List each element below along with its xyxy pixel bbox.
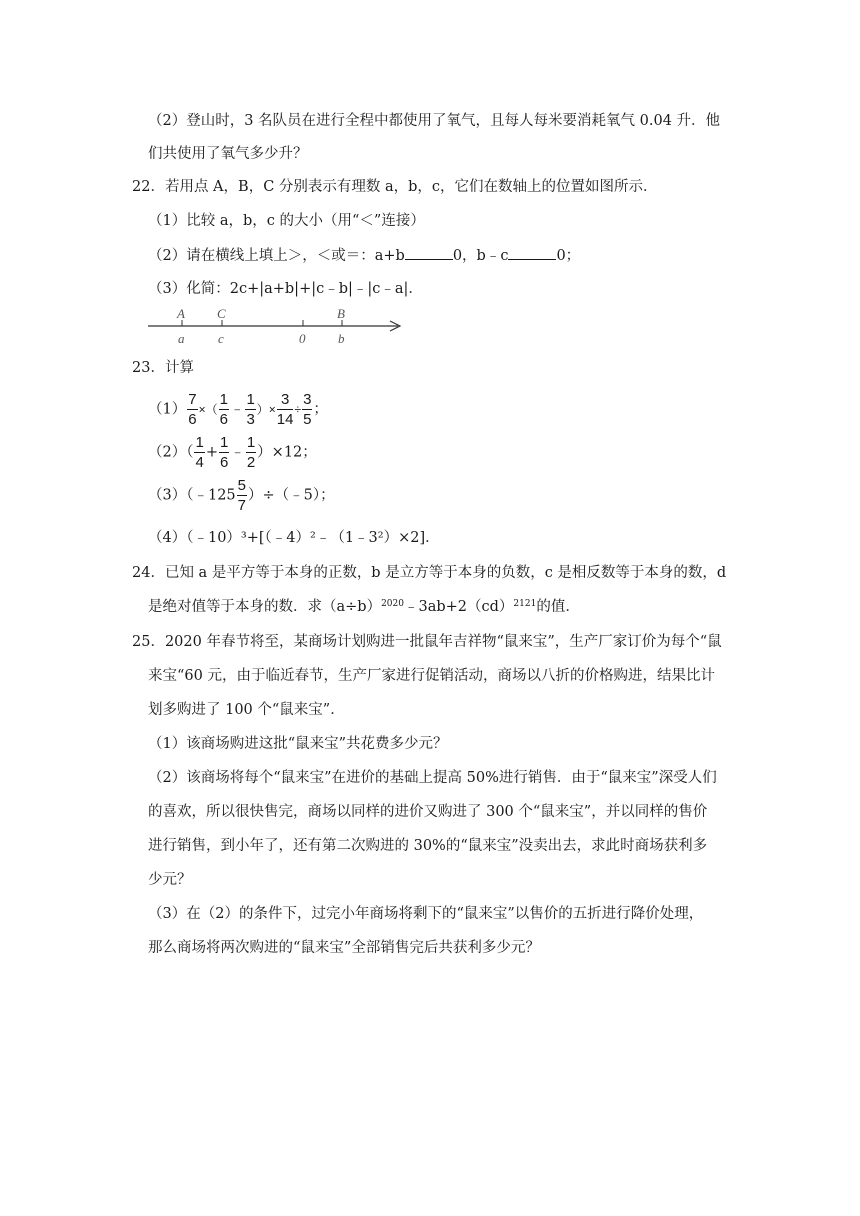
expr1-minus: ﹣ xyxy=(229,401,245,418)
fraction-1-4: $\frac{1}{4}$ xyxy=(195,434,204,471)
q22-stem-text: 若用点 A，B，C 分别表示有理数 a，b，c，它们在数轴上的位置如图所示． xyxy=(164,179,658,195)
fraction-3-14: $\frac{3}{14}$ xyxy=(276,391,294,428)
q25-line1: 25．2020 年春节将至，某商场计划购进一批鼠年吉祥物“鼠来宝”，生产厂家订价为每个“鼠 xyxy=(132,634,722,650)
value-label-zero: 0 xyxy=(299,331,306,346)
fraction-1-2: $\frac{1}{2}$ xyxy=(246,434,256,471)
q25-part2-line1: （2）该商场将每个“鼠来宝”在进价的基础上提高 50%进行销售．由于“鼠来宝”深受人们 xyxy=(148,770,717,786)
point-label-B: B xyxy=(337,306,345,321)
q23-expr3 xyxy=(148,476,335,516)
fraction-1-3: $\frac{1}{3}$ xyxy=(246,391,255,428)
fraction-7-6: $\frac{7}{6}$ xyxy=(188,391,197,428)
q24-text-a: 是绝对值等于本身的数．求（a÷b） xyxy=(148,599,382,615)
q22-part2-text-c: 0； xyxy=(556,248,581,264)
q22-part3: （3）化简：2c+|a+b|+|c﹣b|﹣|c﹣a|． xyxy=(148,281,423,297)
q22-part1: （1）比较 a，b，c 的大小（用“＜”连接） xyxy=(148,213,425,229)
expr1-end: ； xyxy=(313,401,328,418)
q21-part2-line1: （2）登山时，3 名队员在进行全程中都使用了氧气，且每人每米要消耗氧气 0.04 升．他 xyxy=(148,113,721,129)
value-label-a: a xyxy=(178,331,185,346)
q25-line3: 划多购进了 100 个“鼠来宝”． xyxy=(148,702,345,718)
fraction-5-7: $\frac{5}{7}$ xyxy=(237,477,246,514)
expr2-label: （2）（ xyxy=(148,444,194,461)
q22-part2-text-b: 0，b﹣c xyxy=(452,248,509,264)
q25-line2: 来宝“60 元，由于临近春节，生产厂家进行促销活动，商场以八折的价格购进，结果比计 xyxy=(148,668,715,684)
fraction-1-6b: $\frac{1}{6}$ xyxy=(219,434,229,471)
expr2-minus: ﹣ xyxy=(230,444,245,461)
q24-exponent-2020: 2020 xyxy=(381,599,404,609)
q25-part3-line2: 那么商场将两次购进的“鼠来宝”全部销售完后共获利多少元？ xyxy=(148,940,540,956)
q22-number: 22． xyxy=(132,179,165,195)
expr1-label: （1） xyxy=(148,401,187,418)
answer-blank-1[interactable] xyxy=(405,245,453,260)
q25-part1: （1）该商场购进这批“鼠来宝”共花费多少元？ xyxy=(148,736,448,752)
q24-text-c: 的值． xyxy=(536,599,580,615)
expr3-end: ）÷（﹣5）； xyxy=(248,487,335,504)
point-label-A: A xyxy=(177,306,185,321)
q21-part2-line2: 们共使用了氧气多少升？ xyxy=(148,146,308,162)
fraction-3-5: $\frac{3}{5}$ xyxy=(303,391,312,428)
number-line-figure xyxy=(140,306,410,348)
q23-expr1 xyxy=(148,390,328,430)
q23-expr4: （4）（﹣10）³+[（﹣4）²﹣（1﹣3²）×2]． xyxy=(148,530,440,546)
q22-part2 xyxy=(148,245,580,266)
expr3-label: （3）（﹣125 xyxy=(148,487,236,504)
expr2-end: ）×12； xyxy=(257,444,317,461)
q23-expr2 xyxy=(148,433,317,473)
q24-exponent-2121: 2121 xyxy=(513,599,537,609)
q23-stem: 23．计算 xyxy=(132,360,194,376)
q22-stem xyxy=(132,177,658,197)
point-label-C: C xyxy=(217,306,226,321)
q22-part2-text-a: （2）请在横线上填上＞，＜或＝：a+b xyxy=(148,248,405,264)
fraction-1-6: $\frac{1}{6}$ xyxy=(219,391,228,428)
q25-part2-line3: 进行销售，到小年了，还有第二次购进的 30%的“鼠来宝”没卖出去，求此时商场获利多 xyxy=(148,838,708,854)
expr1-close-times: ）× xyxy=(256,402,276,417)
q25-part2-line4: 少元？ xyxy=(148,872,192,888)
expr2-plus: + xyxy=(205,444,218,461)
q25-part3-line1: （3）在（2）的条件下，过完小年商场将剩下的“鼠来宝”以售价的五折进行降价处理， xyxy=(148,906,704,922)
value-label-b: b xyxy=(338,331,345,346)
value-label-c: c xyxy=(218,331,224,346)
q24-line2 xyxy=(148,597,580,617)
expr1-times-open: ×（ xyxy=(198,402,218,417)
q25-part2-line2: 的喜欢，所以很快售完，商场以同样的进价又购进了 300 个“鼠来宝”，并以同样的售价 xyxy=(148,804,708,820)
answer-blank-2[interactable] xyxy=(508,245,556,260)
q24-text-b: ﹣3ab+2（cd） xyxy=(403,599,514,615)
expr1-divide: ÷ xyxy=(294,402,302,417)
q24-line1: 24．已知 a 是平方等于本身的正数，b 是立方等于本身的负数，c 是相反数等于本身的数，d xyxy=(132,565,727,581)
